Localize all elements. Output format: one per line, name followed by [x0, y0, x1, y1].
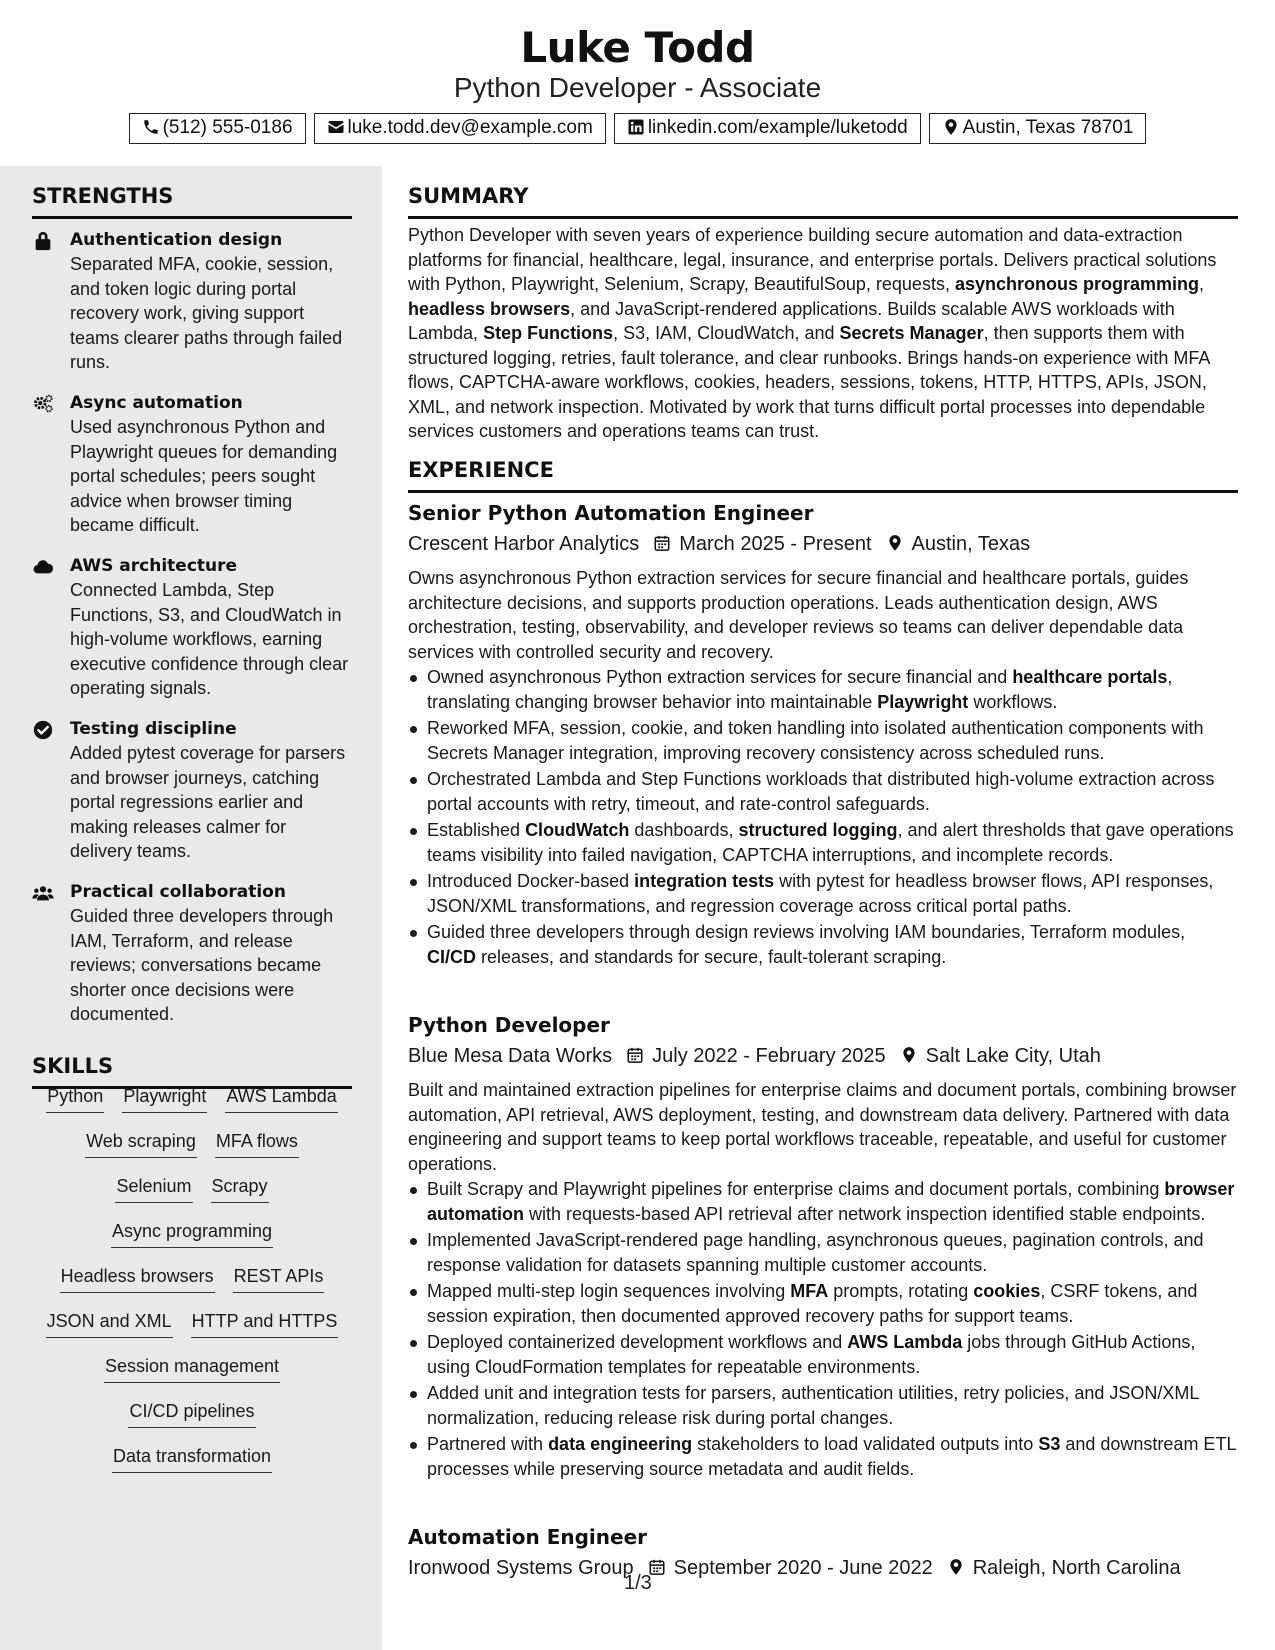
- gears-icon: [32, 393, 54, 415]
- text-run: ,: [1199, 274, 1205, 294]
- list-item: [408, 1381, 1238, 1430]
- contact-linkedin[interactable]: [614, 113, 921, 144]
- skill-tag: Session management: [104, 1353, 280, 1383]
- job-title: Senior Python Automation Engineer: [408, 501, 814, 525]
- list-item: [408, 767, 1238, 816]
- strength-title: Authentication design: [70, 230, 283, 250]
- map-pin-icon: [900, 1046, 918, 1064]
- map-pin-icon: [886, 534, 904, 552]
- text-run: Built Scrapy and Playwright pipelines for enterprise claims and document portals, combining: [427, 1179, 1165, 1199]
- job-location: Austin, Texas: [911, 533, 1031, 555]
- emphasized-text: healthcare portals: [1012, 667, 1168, 687]
- text-run: dashboards,: [629, 820, 739, 840]
- job-company: Crescent Harbor Analytics: [408, 533, 640, 555]
- candidate-role: Python Developer - Associate: [453, 72, 822, 103]
- list-item: [408, 869, 1238, 918]
- text-run: , CSRF tokens, and session expiration, then documented approved recovery paths for support teams.: [427, 1281, 1198, 1326]
- skill-tag: REST APIs: [233, 1263, 325, 1293]
- skill-tag: Python: [46, 1083, 104, 1113]
- contact-linkedin-text: linkedin.com/example/luketodd: [647, 117, 908, 138]
- map-pin-icon: [942, 118, 960, 136]
- text-run: Added unit and integration tests for parsers, authentication utilities, retry policies, and JSON/XML normalization, reducing release risk during portal changes.: [427, 1383, 1199, 1428]
- skills-heading: SKILLS: [32, 1052, 352, 1089]
- page-number: 1/3: [624, 1572, 652, 1594]
- envelope-icon: [327, 118, 345, 136]
- job-dates: September 2020 - June 2022: [673, 1557, 933, 1579]
- text-run: , S3, IAM, CloudWatch, and: [613, 323, 840, 343]
- job-title: Python Developer: [408, 1013, 610, 1037]
- skill-row: [32, 1218, 352, 1263]
- emphasized-text: browser automation: [427, 1179, 1235, 1224]
- list-item: [408, 1279, 1238, 1328]
- contact-email-text: luke.todd.dev@example.com: [347, 117, 593, 138]
- skill-tag: Headless browsers: [60, 1263, 215, 1293]
- skill-row: [32, 1308, 352, 1353]
- contact-phone[interactable]: [129, 113, 306, 144]
- summary-heading: SUMMARY: [408, 182, 1238, 219]
- job-title: Automation Engineer: [408, 1525, 648, 1549]
- experience-heading: EXPERIENCE: [408, 456, 1238, 493]
- resume-header: [0, 0, 1275, 160]
- calendar-icon: [626, 1046, 644, 1064]
- cloud-icon: [32, 556, 54, 578]
- skill-row: [32, 1353, 352, 1398]
- skills-cloud: [32, 1083, 352, 1488]
- text-run: , and alert thresholds that gave operations teams visibility into failed navigation, CAPTCHA interruptions, and incomplete records.: [427, 820, 1234, 865]
- emphasized-text: Step Functions: [483, 323, 614, 343]
- text-run: stakeholders to load validated outputs into: [692, 1434, 1039, 1454]
- text-run: Reworked MFA, session, cookie, and token handling into isolated authentication components with Secrets Manager integration, improving recovery consistency across scheduled runs.: [427, 718, 1204, 763]
- job-location: Salt Lake City, Utah: [925, 1045, 1101, 1067]
- strength-item: [32, 391, 352, 538]
- text-run: and downstream ETL processes while preserving source metadata and audit fields.: [427, 1434, 1236, 1479]
- strength-desc: Separated MFA, cookie, session, and token logic during portal recovery work, giving support teams clearer paths through failed runs.: [70, 254, 343, 372]
- emphasized-text: Playwright: [877, 691, 969, 712]
- text-run: Introduced Docker-based: [427, 871, 635, 891]
- map-pin-icon: [947, 1558, 965, 1576]
- strength-desc: Added pytest coverage for parsers and browser journeys, catching portal regressions earlier and making releases calmer for delivery teams.: [70, 743, 346, 861]
- job-company: Ironwood Systems Group: [408, 1557, 634, 1579]
- list-item: [408, 920, 1238, 969]
- skill-tag: MFA flows: [215, 1128, 299, 1158]
- text-run: Orchestrated Lambda and Step Functions workloads that distributed high-volume extraction across portal accounts with retry, timeout, and rate-control safeguards.: [427, 769, 1215, 814]
- job-dates: July 2022 - February 2025: [652, 1045, 886, 1067]
- job-bullets: [408, 665, 1238, 971]
- job-intro: Owns asynchronous Python extraction services for secure financial and healthcare portals, guides architecture decisions, and supports production operations. Leads authentication design, AWS orchestration, testing, observability, and developer reviews so teams can deliver dependable data services with controlled security and recovery.: [408, 568, 1189, 662]
- text-run: prompts, rotating: [828, 1281, 974, 1301]
- emphasized-text: S3: [1038, 1434, 1061, 1454]
- job-company: Blue Mesa Data Works: [408, 1045, 613, 1067]
- emphasized-text: MFA: [790, 1281, 829, 1301]
- skill-tag: Scrapy: [211, 1173, 269, 1203]
- skill-tag: JSON and XML: [46, 1308, 173, 1338]
- emphasized-text: cookies: [973, 1281, 1041, 1301]
- job-meta: [408, 530, 1238, 558]
- text-run: jobs through GitHub Actions, using CloudFormation templates for repeatable environments.: [427, 1332, 1196, 1377]
- text-run: with requests-based API retrieval after network inspection identified stable endpoints.: [524, 1203, 1206, 1224]
- job-location: Raleigh, North Carolina: [972, 1557, 1181, 1579]
- emphasized-text: headless browsers: [408, 298, 571, 319]
- skill-row: [32, 1128, 352, 1173]
- emphasized-text: data engineering: [548, 1434, 693, 1454]
- contact-location: [929, 113, 1147, 144]
- text-run: Deployed containerized development workflows and: [427, 1332, 848, 1352]
- text-run: Guided three developers through design reviews involving IAM boundaries, Terraform modules,: [427, 922, 1186, 942]
- contact-email[interactable]: [314, 113, 606, 144]
- list-item: [408, 818, 1238, 867]
- strength-title: Async automation: [70, 393, 243, 413]
- strength-title: AWS architecture: [70, 556, 238, 576]
- emphasized-text: CloudWatch: [525, 820, 630, 840]
- text-run: workflows.: [968, 691, 1058, 712]
- skill-tag: Async programming: [111, 1218, 273, 1248]
- phone-icon: [142, 118, 160, 136]
- contact-phone-text: (512) 555-0186: [162, 117, 293, 138]
- text-run: Implemented JavaScript-rendered page handling, asynchronous queues, pagination controls, and response validation for datasets spanning multiple customer accounts.: [427, 1230, 1204, 1275]
- text-run: Python Developer with seven years of experience building secure automation and data-extraction platforms for financial, healthcare, legal, insurance, and enterprise portals. Delivers practical solutions with Python, Playwright, Selenium, Scrapy, BeautifulSoup, requests,: [408, 225, 1217, 294]
- skill-tag: CI/CD pipelines: [128, 1398, 255, 1428]
- text-run: Owned asynchronous Python extraction services for secure financial and: [427, 667, 1013, 687]
- emphasized-text: Secrets Manager: [839, 323, 984, 343]
- emphasized-text: asynchronous programming: [954, 274, 1199, 294]
- linkedin-icon: [627, 118, 645, 136]
- contact-location-text: Austin, Texas 78701: [962, 117, 1134, 138]
- skill-tag: AWS Lambda: [225, 1083, 337, 1113]
- lock-icon: [32, 230, 54, 252]
- calendar-icon: [653, 534, 671, 552]
- text-run: releases, and standards for secure, fault-tolerant scraping.: [476, 946, 947, 967]
- skill-tag: Playwright: [122, 1083, 207, 1113]
- strength-item: [32, 228, 352, 375]
- list-item: [408, 716, 1238, 765]
- strength-item: [32, 717, 352, 864]
- strengths-heading: STRENGTHS: [32, 182, 352, 219]
- skill-row: [32, 1263, 352, 1308]
- users-icon: [32, 882, 54, 904]
- emphasized-text: integration tests: [634, 871, 775, 891]
- skill-tag: Data transformation: [112, 1443, 272, 1473]
- emphasized-text: AWS Lambda: [847, 1332, 963, 1352]
- strength-item: [32, 554, 352, 701]
- skill-tag: Selenium: [115, 1173, 192, 1203]
- text-run: , then supports them with structured logging, retries, fault tolerance, and clear runbooks. Brings hands-on experience with MFA flows, CAPTCHA-aware workflows, cookies, headers, sessions, tokens, HTTP, HTTPS, APIs, JSON, XML, and network inspection. Motivated by work that turns difficult portal processes into dependable services customers and operations teams can trust.: [408, 323, 1210, 441]
- strength-desc: Guided three developers through IAM, Terraform, and release reviews; conversations became shorter once decisions were documented.: [70, 906, 334, 1024]
- strength-item: [32, 880, 352, 1027]
- emphasized-text: CI/CD: [427, 946, 476, 967]
- text-run: with pytest for headless browser flows, API responses, JSON/XML transformations, and regression coverage across critical portal paths.: [427, 871, 1214, 916]
- check-circle-icon: [32, 719, 54, 741]
- job-meta: [408, 1554, 1238, 1582]
- skill-tag: HTTP and HTTPS: [191, 1308, 339, 1338]
- job-intro: Built and maintained extraction pipelines for enterprise claims and document portals, combining browser automation, API retrieval, AWS deployment, testing, and downstream data delivery. Partnered with data engineering and support teams to keep portal workflows traceable, repeatable, and useful for customer operations.: [408, 1080, 1237, 1174]
- strength-desc: Used asynchronous Python and Playwright queues for demanding portal schedules; peers sought advice when browser timing became difficult.: [70, 417, 338, 535]
- candidate-name: Luke Todd: [520, 23, 755, 72]
- skill-row: [32, 1083, 352, 1128]
- job-bullets: [408, 1177, 1238, 1483]
- list-item: [408, 665, 1238, 714]
- strength-title: Practical collaboration: [70, 882, 286, 902]
- skill-row: [32, 1443, 352, 1488]
- strength-title: Testing discipline: [70, 719, 237, 739]
- emphasized-text: structured logging: [738, 820, 898, 840]
- list-item: [408, 1330, 1238, 1379]
- list-item: [408, 1177, 1238, 1226]
- job-dates: March 2025 - Present: [679, 533, 872, 555]
- skill-tag: Web scraping: [85, 1128, 197, 1158]
- strength-desc: Connected Lambda, Step Functions, S3, and CloudWatch in high-volume workflows, earning executive confidence through clear operating signals.: [70, 580, 349, 698]
- text-run: Partnered with: [427, 1434, 549, 1454]
- text-run: Established: [427, 820, 526, 840]
- list-item: [408, 1228, 1238, 1277]
- text-run: , and JavaScript-rendered applications. Builds scalable AWS workloads with Lambda,: [408, 298, 1175, 343]
- skill-row: [32, 1173, 352, 1218]
- skill-row: [32, 1398, 352, 1443]
- text-run: Mapped multi-step login sequences involving: [427, 1281, 791, 1301]
- job-meta: [408, 1042, 1238, 1070]
- text-run: , translating changing browser behavior into maintainable: [427, 667, 1173, 712]
- summary-text: [408, 223, 1238, 444]
- list-item: [408, 1432, 1238, 1481]
- contact-bar: [0, 113, 1275, 145]
